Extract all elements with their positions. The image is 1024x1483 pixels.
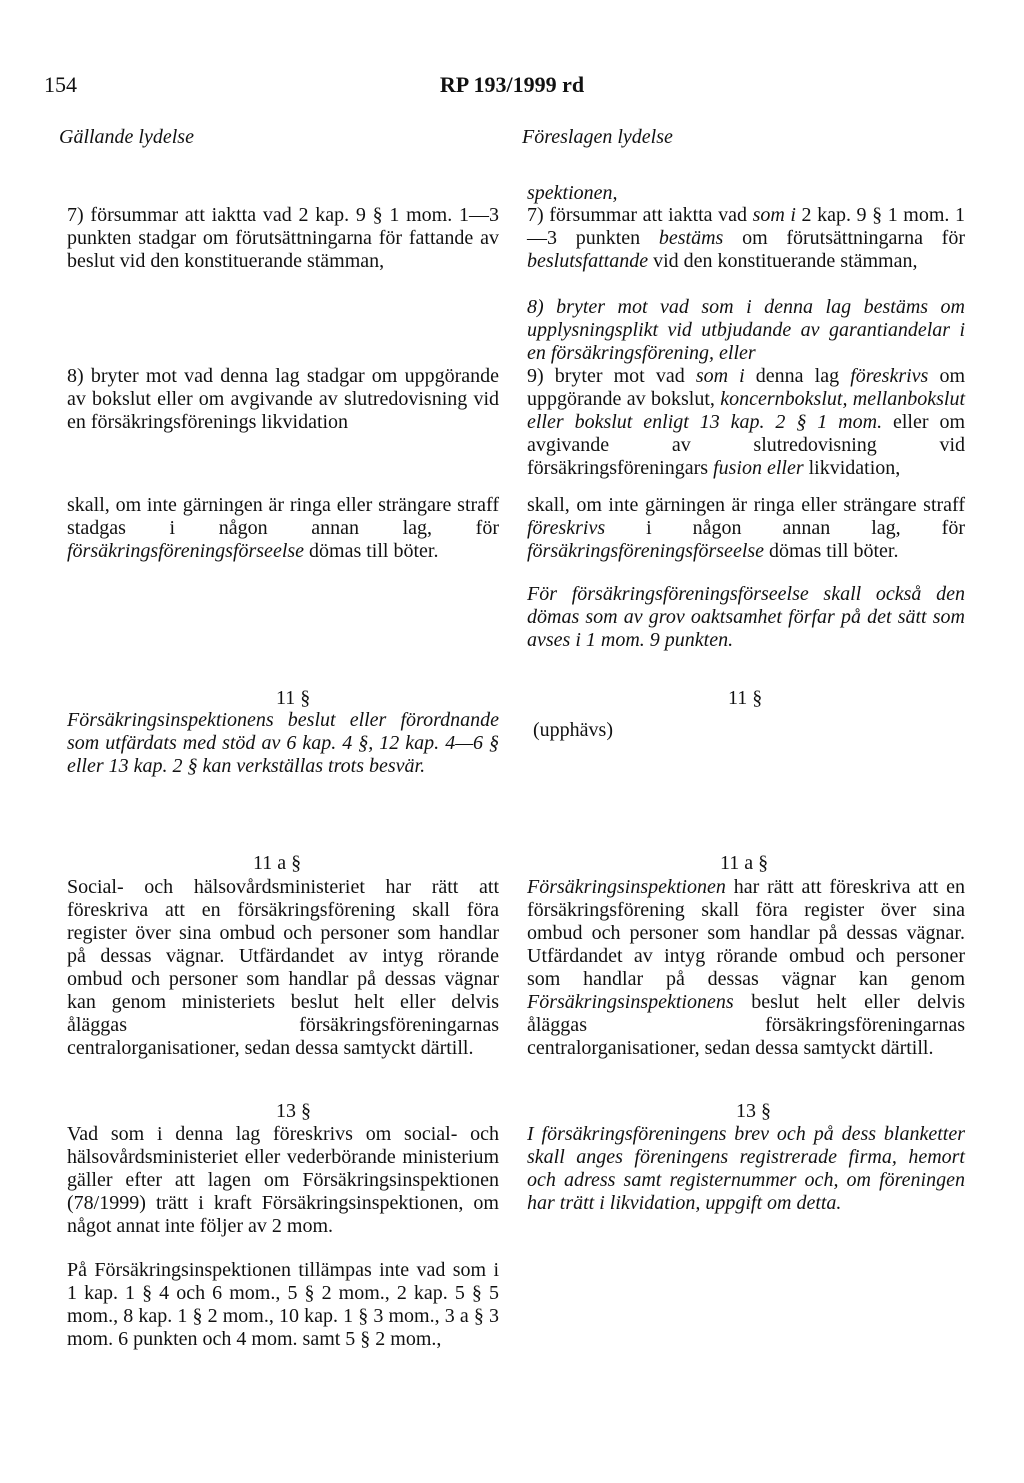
- right-item-7-a: 7) försummar att iaktta vad: [527, 204, 753, 226]
- right-penalty-clause: [527, 494, 965, 563]
- left-section-13-para-1: Vad som i denna lag föreskrivs om social- och hälsovårdsministeriet eller vederbörande ministerium gäller efter att lagen om Försäkringsinspektionen (78/1999) trätt i kraft Försäkringsinspektionen, om något annat inte följer av 2 mom.: [67, 1123, 499, 1237]
- right-item-9-g: eller om avgivande av slutredovisning vid försäkringsföreningars: [527, 411, 965, 479]
- right-item-7-c: 2 kap. 9 § 1 mom. 1—3 punkten: [527, 204, 965, 249]
- left-penalty-text-a: skall, om inte gärningen är ringa eller strängare straff stadgas i någon annan lag, för: [67, 494, 499, 539]
- right-item-8: 8) bryter mot vad som i denna lag bestäms om upplysningsplikt vid utbjudande av garantiandelar i en försäkringsförening, eller: [527, 296, 965, 364]
- right-penalty-d: försäkringsföreningsförseelse: [527, 540, 765, 562]
- right-item-7-e: om förutsättningarna för: [723, 227, 966, 249]
- right-section-11a-a: Försäkringsinspektionen: [527, 876, 726, 898]
- right-penalty-b: föreskrivs: [527, 517, 606, 539]
- right-item-9-f: koncernbokslut, mellanbokslut eller bokslut enligt 13 kap. 2 § 1 mom.: [527, 388, 965, 433]
- left-penalty-text-b: dömas till böter.: [304, 540, 439, 562]
- right-item-9-e: om uppgörande av bokslut,: [527, 365, 966, 410]
- left-section-11-heading: 11 §: [276, 687, 311, 709]
- right-penalty-c: i någon annan lag, för: [605, 517, 965, 539]
- right-section-11a-c: Försäkringsinspektionens: [527, 991, 734, 1013]
- page-number: 154: [44, 72, 77, 97]
- right-item-7-d: bestäms: [658, 227, 724, 249]
- right-item-9-d: föreskrivs: [850, 365, 929, 387]
- left-column-heading: Gällande lydelse: [59, 126, 194, 148]
- right-section-13-heading: 13 §: [736, 1100, 771, 1122]
- right-extra-paragraph: För försäkringsföreningsförseelse skall också den dömas som av grov oaktsamhet förfar på det sätt som avses i 1 mom. 9 punkten.: [527, 583, 965, 651]
- right-item-9-c: denna lag: [744, 365, 851, 387]
- right-item-9-i: likvidation,: [803, 457, 901, 479]
- right-item-7-f: beslutsfattande: [527, 250, 649, 272]
- right-item-9-b: som i: [695, 365, 745, 387]
- right-item-7-g: vid den konstituerande stämman,: [648, 250, 918, 272]
- running-head: RP 193/1999 rd: [439, 72, 585, 97]
- left-section-13-heading: 13 §: [276, 1100, 311, 1122]
- right-section-11-heading: 11 §: [728, 687, 763, 709]
- left-section-11a-text: Social- och hälsovårdsministeriet har rätt att föreskriva att en försäkringsförening skall föra register över sina ombud och personer som handlar på dessas vägnar. Utfärdandet av intyg rörande ombud och personer som handlar på dessas vägnar kan genom ministeriets beslut helt eller delvis åläggas försäkringsföreningarnas centralorganisationer, sedan dessa samtyckt därtill.: [67, 876, 499, 1059]
- right-item-7-b: som i: [752, 204, 796, 226]
- left-penalty-clause: [67, 494, 499, 563]
- left-section-11a-heading: 11 a §: [253, 852, 302, 874]
- right-section-13-text: I försäkringsföreningens brev och på dess blanketter skall anges föreningens registrerade firma, hemort och adress samt registernummer och, om föreningen har trätt i likvidation, uppgift om detta.: [527, 1123, 965, 1214]
- left-section-11-text: Försäkringsinspektionens beslut eller förordnande som utfärdats med stöd av 6 kap. 4 §, 12 kap. 4—6 § eller 13 kap. 2 § kan verkställas trots besvär.: [67, 709, 499, 777]
- right-penalty-a: skall, om inte gärningen är ringa eller strängare straff: [527, 494, 965, 516]
- right-item-7: [527, 204, 965, 273]
- right-section-11a-text: [527, 876, 965, 1060]
- right-penalty-e: dömas till böter.: [764, 540, 899, 562]
- left-item-8: 8) bryter mot vad denna lag stadgar om uppgörande av bokslut eller om avgivande av slutredovisning vid en försäkringsförenings likvidation: [67, 365, 499, 433]
- right-section-11a-d: beslut helt eller delvis åläggas försäkringsföreningarnas centralorganisationer, sedan dessa samtyckt därtill.: [527, 991, 965, 1059]
- right-column-heading: Föreslagen lydelse: [522, 126, 673, 148]
- right-section-11-repealed: (upphävs): [533, 719, 613, 741]
- right-continuation: spektionen,: [527, 182, 618, 204]
- right-item-9-a: 9) bryter mot vad: [527, 365, 696, 387]
- left-penalty-term: försäkringsföreningsförseelse: [67, 540, 305, 562]
- left-section-13-para-2: På Försäkringsinspektionen tillämpas inte vad som i 1 kap. 1 § 4 och 6 mom., 5 § 2 mom., 2 kap. 5 § 5 mom., 8 kap. 1 § 2 mom., 10 kap. 1 § 3 mom., 3 a § 3 mom. 6 punkten och 4 mom. samt 5 § 2 mom.,: [67, 1259, 499, 1350]
- right-item-9: [527, 365, 965, 480]
- right-item-9-h: fusion eller: [713, 457, 804, 479]
- right-section-11a-b: har rätt att föreskriva att en försäkringsförening skall föra register över sina ombud och personer som handlar på dessas vägnar. Utfärdandet av intyg rörande ombud och personer som handlar på dessas vägnar kan genom: [527, 876, 965, 990]
- right-section-11a-heading: 11 a §: [720, 852, 769, 874]
- left-item-7: 7) försummar att iaktta vad 2 kap. 9 § 1 mom. 1—3 punkten stadgar om förutsättningarna för fattande av beslut vid den konstituerande stämman,: [67, 204, 499, 272]
